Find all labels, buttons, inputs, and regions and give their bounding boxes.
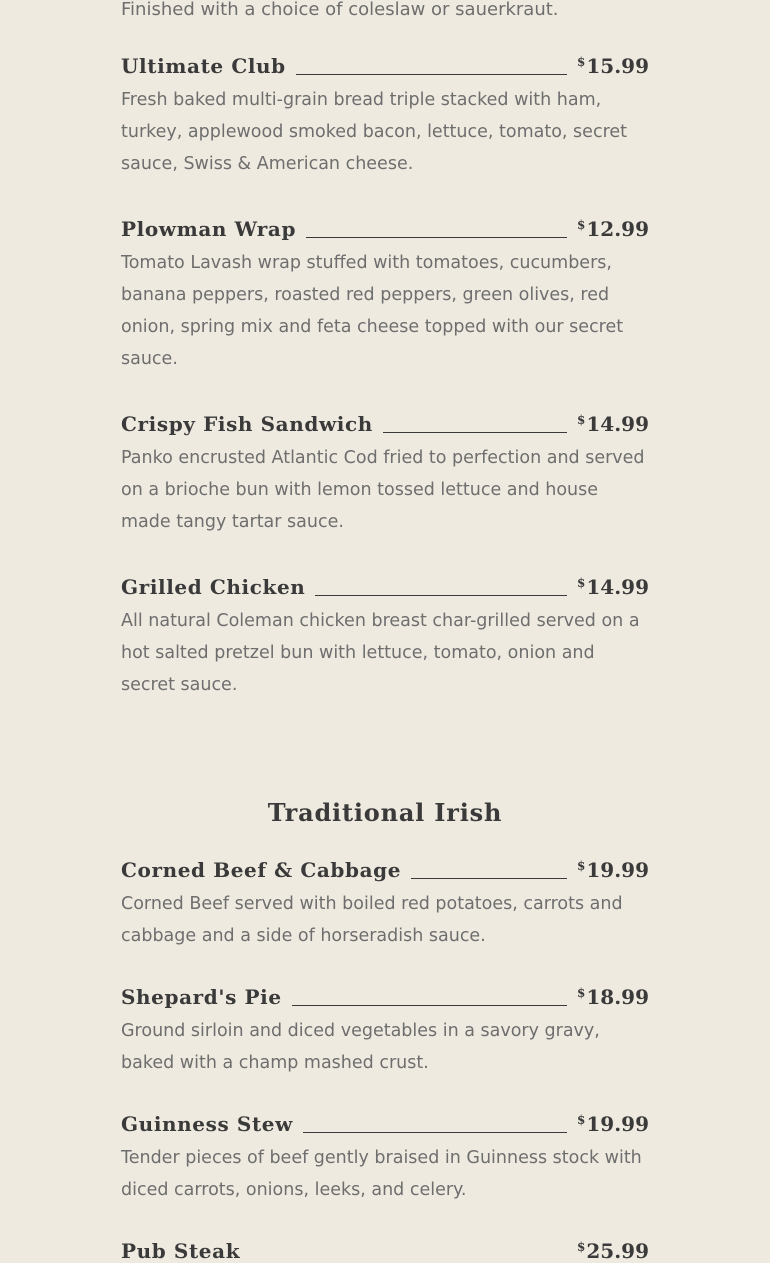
- dotted-leader: [250, 1258, 567, 1260]
- menu-item-guinness-stew: [121, 1106, 649, 1206]
- item-name: Corned Beef & Cabbage: [121, 858, 402, 882]
- price-value: 25.99: [586, 1239, 649, 1263]
- dotted-leader: [292, 1004, 567, 1006]
- dotted-leader: [383, 431, 567, 433]
- menu-item-corned-beef-cabbage: [121, 852, 649, 952]
- currency-symbol: $: [577, 986, 586, 1000]
- price-value: 12.99: [586, 217, 649, 241]
- item-name: Crispy Fish Sandwich: [121, 412, 373, 436]
- currency-symbol: $: [577, 55, 586, 69]
- item-description: Corned Beef served with boiled red potatoes, carrots and cabbage and a side of horseradish sauce.: [121, 894, 623, 946]
- dotted-leader: [306, 236, 567, 238]
- currency-symbol: $: [577, 1240, 586, 1254]
- item-price: [577, 213, 649, 241]
- item-description: Tender pieces of beef gently braised in Guinness stock with diced carrots, onions, leeks, and celery.: [121, 1148, 642, 1200]
- item-header: [121, 852, 649, 882]
- dotted-leader: [296, 73, 567, 75]
- menu-item-shepards-pie: [121, 979, 649, 1079]
- item-name: Shepard's Pie: [121, 985, 282, 1009]
- menu-item-grilled-chicken: [121, 569, 649, 701]
- item-header: [121, 1233, 649, 1263]
- item-name: Pub Steak: [121, 1239, 241, 1263]
- item-description: Fresh baked multi-grain bread triple stacked with ham, turkey, applewood smoked bacon, lettuce, tomato, secret sauce, Swiss & American cheese.: [121, 90, 628, 174]
- item-description: Panko encrusted Atlantic Cod fried to perfection and served on a brioche bun with lemon tossed lettuce and house made tangy tartar sauce.: [121, 448, 645, 532]
- item-description: All natural Coleman chicken breast char-grilled served on a hot salted pretzel bun with lettuce, tomato, onion and secret sauce.: [121, 611, 640, 695]
- price-value: 19.99: [586, 1112, 649, 1136]
- item-price: [577, 1108, 649, 1136]
- menu-page: [121, 0, 649, 1263]
- menu-item-plowman-wrap: [121, 211, 649, 375]
- price-value: 14.99: [586, 575, 649, 599]
- item-header: [121, 406, 649, 436]
- item-price: [577, 50, 649, 78]
- currency-symbol: $: [577, 218, 586, 232]
- price-value: 15.99: [586, 54, 649, 78]
- item-description: Ground sirloin and diced vegetables in a savory gravy, baked with a champ mashed crust.: [121, 1021, 600, 1073]
- item-header: [121, 1106, 649, 1136]
- menu-item-ultimate-club: [121, 48, 649, 180]
- currency-symbol: $: [577, 1113, 586, 1127]
- menu-item-pub-steak: [121, 1233, 649, 1263]
- item-name: Guinness Stew: [121, 1112, 293, 1136]
- item-price: [577, 981, 649, 1009]
- item-description: Tomato Lavash wrap stuffed with tomatoes, cucumbers, banana peppers, roasted red peppers, green olives, red onion, spring mix and feta cheese topped with our secret sauce.: [121, 253, 624, 369]
- item-header: [121, 569, 649, 599]
- currency-symbol: $: [577, 859, 586, 873]
- item-header: [121, 211, 649, 241]
- item-name: Plowman Wrap: [121, 217, 297, 241]
- price-value: 14.99: [586, 412, 649, 436]
- menu-item-crispy-fish-sandwich: [121, 406, 649, 538]
- item-header: [121, 979, 649, 1009]
- currency-symbol: $: [577, 576, 586, 590]
- dotted-leader: [315, 594, 567, 596]
- price-value: 19.99: [586, 858, 649, 882]
- item-price: [577, 408, 649, 436]
- currency-symbol: $: [577, 413, 586, 427]
- item-price: [577, 571, 649, 599]
- dotted-leader: [411, 877, 567, 879]
- item-description: Finished with a choice of coleslaw or sauerkraut.: [121, 0, 559, 20]
- item-price: [577, 854, 649, 882]
- item-name: Ultimate Club: [121, 54, 286, 78]
- section-title: Traditional Irish: [267, 798, 503, 827]
- item-header: [121, 48, 649, 78]
- price-value: 18.99: [586, 985, 649, 1009]
- item-price: [577, 1235, 649, 1263]
- item-name: Grilled Chicken: [121, 575, 306, 599]
- dotted-leader: [303, 1131, 567, 1133]
